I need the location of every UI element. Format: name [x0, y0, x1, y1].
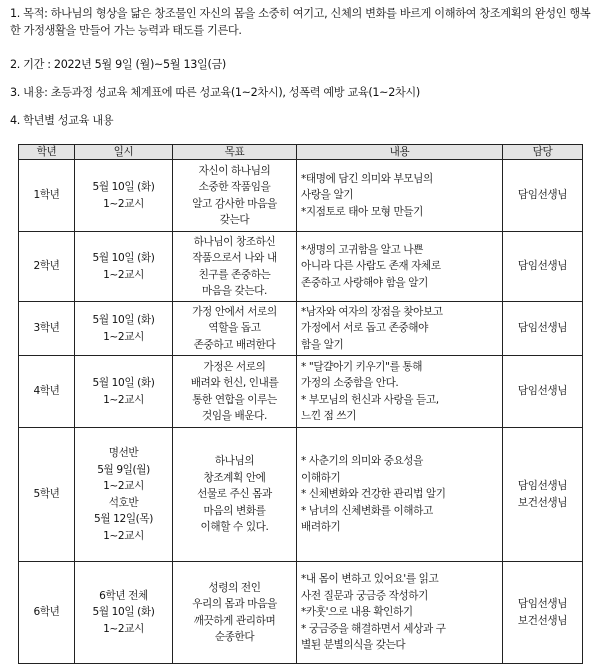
- header-grade: 학년: [19, 145, 75, 160]
- goal-cell-line: 가정 안에서 서로의: [192, 305, 277, 318]
- content-cell: [297, 428, 503, 562]
- date-cell-line: 명선반: [108, 447, 139, 459]
- teacher-cell: [503, 428, 583, 562]
- teacher-cell-line: 보건선생님: [517, 614, 568, 627]
- content-cell-line: *내 몸이 변하고 있어요'를 읽고: [301, 573, 439, 586]
- goal-cell-line: 선물로 주신 몸과: [197, 488, 272, 501]
- date-cell-line: 5월 10일 (화): [92, 252, 155, 264]
- date-cell: [75, 232, 173, 302]
- teacher-cell-line: 담임선생님: [517, 480, 568, 492]
- date-cell-line: 석호반: [108, 496, 139, 509]
- table-row: [19, 160, 583, 232]
- grade-cell: 3학년: [19, 302, 75, 356]
- content-cell-line: 가정의 소중함을 안다.: [301, 377, 399, 389]
- goal-cell-line: 순종한다: [214, 631, 255, 643]
- teacher-cell-line: 담임선생님: [517, 189, 568, 202]
- goal-cell-line: 갖는다: [219, 214, 250, 226]
- content-cell-line: * 궁금증을 해결하면서 세상과 구: [301, 622, 446, 635]
- curriculum-table: [18, 144, 583, 664]
- content-cell-line: *남자와 여자의 장점을 찾아보고: [301, 305, 443, 318]
- content-cell-line: 가정에서 서로 돕고 존중해야: [301, 322, 428, 335]
- goal-cell-line: 친구를 존중하는: [198, 268, 271, 281]
- goal-cell-line: 존중하고 배려한다: [193, 338, 276, 351]
- goal-cell-line: 하나님의: [214, 455, 255, 468]
- content-cell-line: 함을 알기: [301, 338, 344, 351]
- grade-cell: 4학년: [19, 356, 75, 428]
- content-cell-line: 느낀 점 쓰기: [301, 410, 357, 422]
- content-cell-line: 배려하기: [301, 521, 341, 534]
- goal-cell-line: 작품으로서 나와 내: [192, 252, 277, 264]
- date-cell-line: 1~2교시: [103, 529, 144, 542]
- date-cell-line: 5월 9일(월): [97, 463, 150, 476]
- goal-cell-line: 마음을 갖는다.: [202, 285, 267, 297]
- goal-cell-line: 소중한 작품임을: [198, 181, 271, 193]
- date-cell-line: 5월 10일 (화): [92, 606, 155, 619]
- section-title: 4. 학년별 성교육 내용: [10, 114, 114, 127]
- content-summary-text: 3. 내용: 초등과정 성교육 체계표에 따른 성교육(1~2차시), 성폭력 예방 교육(1~2차시): [10, 86, 420, 99]
- header-teacher: 담당: [503, 145, 583, 160]
- table-row: [19, 428, 583, 562]
- grade-cell: 5학년: [19, 428, 75, 562]
- teacher-cell-line: 담임선생님: [517, 322, 568, 335]
- period-text: 2. 기간 : 2022년 5월 9일 (월)~5월 13일(금): [10, 58, 226, 71]
- teacher-cell: [503, 160, 583, 232]
- content-cell-line: * "달걀아기 키우기"를 통해: [301, 360, 423, 373]
- goal-cell-line: 창조계획 안에: [203, 471, 266, 484]
- content-cell: [297, 562, 503, 664]
- goal-cell-line: 깨끗하게 관리하며: [193, 614, 276, 627]
- date-cell-line: 5월 10일 (화): [92, 181, 155, 193]
- header-content: 내용: [297, 145, 503, 160]
- grade-cell: 1학년: [19, 160, 75, 232]
- table-row: [19, 302, 583, 356]
- goal-cell-line: 가정은 서로의: [203, 360, 266, 373]
- goal-cell-line: 이해할 수 있다.: [200, 521, 269, 534]
- table-row: [19, 562, 583, 664]
- goal-cell-line: 알고 감사한 마음을: [192, 197, 277, 210]
- goal-cell: [173, 160, 297, 232]
- goal-cell-line: 우리의 몸과 마음을: [192, 598, 277, 610]
- content-cell-line: * 부모님의 헌신과 사랑을 듣고,: [301, 393, 439, 406]
- date-cell-line: 1~2교시: [103, 268, 144, 281]
- goal-cell-line: 역할을 돕고: [208, 322, 261, 335]
- date-cell-line: 1~2교시: [103, 480, 144, 492]
- goal-cell-line: 마음의 변화를: [203, 504, 266, 517]
- content-cell-line: *지점토로 태아 모형 만들기: [301, 205, 423, 218]
- table-header-row: [19, 145, 583, 160]
- content-cell-line: * 남녀의 신체변화를 이해하고: [301, 504, 433, 517]
- goal-cell-line: 성령의 전인: [208, 581, 261, 594]
- date-cell-line: 1~2교시: [103, 622, 144, 635]
- content-cell-line: * 사춘기의 의미와 중요성을: [301, 455, 423, 468]
- date-cell: [75, 302, 173, 356]
- content-cell-line: *카훗'으로 내용 확인하기: [301, 606, 413, 619]
- content-cell-line: *생명의 고귀함을 알고 나쁜: [301, 243, 423, 256]
- date-cell-line: 5월 10일 (화): [92, 377, 155, 389]
- teacher-cell: [503, 356, 583, 428]
- table-row: [19, 356, 583, 428]
- header-goal: 목표: [173, 145, 297, 160]
- teacher-cell: [503, 562, 583, 664]
- date-cell-line: 1~2교시: [103, 330, 144, 343]
- teacher-cell: [503, 232, 583, 302]
- goal-cell: [173, 302, 297, 356]
- teacher-cell-line: 담임선생님: [517, 598, 568, 610]
- date-cell-line: 5월 12일(목): [94, 513, 153, 525]
- date-cell: [75, 428, 173, 562]
- content-cell: [297, 232, 503, 302]
- goal-cell-line: 것임을 배운다.: [202, 410, 267, 422]
- goal-cell: [173, 562, 297, 664]
- teacher-cell-line: 보건선생님: [517, 496, 568, 509]
- grade-cell: 2학년: [19, 232, 75, 302]
- content-cell-line: 사전 질문과 궁금증 작성하기: [301, 589, 428, 602]
- teacher-cell: [503, 302, 583, 356]
- date-cell-line: 1~2교시: [103, 393, 144, 406]
- goal-cell-line: 배려와 헌신, 인내를: [190, 377, 279, 389]
- content-cell-line: *태명에 담긴 의미와 부모님의: [301, 172, 433, 185]
- content-cell-line: 존중하고 사랑해야 함을 알기: [301, 276, 428, 289]
- goal-cell-line: 하나님이 창조하신: [193, 235, 276, 248]
- goal-cell: [173, 232, 297, 302]
- content-cell-line: 이해하기: [301, 471, 341, 484]
- date-cell-line: 6학년 전체: [99, 589, 148, 602]
- goal-cell: [173, 356, 297, 428]
- table-row: [19, 232, 583, 302]
- content-cell-line: 별된 분별의식을 갖는다: [301, 639, 406, 652]
- date-cell-line: 5월 10일 (화): [92, 314, 155, 326]
- goal-cell-line: 자신이 하나님의: [198, 164, 271, 177]
- date-cell: [75, 356, 173, 428]
- content-cell-line: * 신체변화와 건강한 관리법 알기: [301, 488, 446, 501]
- teacher-cell-line: 담임선생님: [517, 385, 568, 398]
- content-cell-line: 아니라 다른 사람도 존재 자체로: [301, 260, 441, 273]
- date-cell: [75, 160, 173, 232]
- goal-cell: [173, 428, 297, 562]
- teacher-cell-line: 담임선생님: [517, 260, 568, 273]
- content-cell: [297, 356, 503, 428]
- content-cell-line: 사랑을 알기: [301, 189, 354, 202]
- purpose-text: 1. 목적: 하나님의 형상을 닮은 창조물인 자신의 몸을 소중히 여기고, 신체의 변화를 바르게 이해하여 창조계획의 완성인 행복한 가정생활을 만들어 가는 능력과 태도를 기른다.: [10, 7, 591, 37]
- grade-cell: 6학년: [19, 562, 75, 664]
- header-date: 일시: [75, 145, 173, 160]
- content-cell: [297, 302, 503, 356]
- goal-cell-line: 통한 연합을 이루는: [192, 393, 277, 406]
- date-cell: [75, 562, 173, 664]
- content-cell: [297, 160, 503, 232]
- date-cell-line: 1~2교시: [103, 197, 144, 210]
